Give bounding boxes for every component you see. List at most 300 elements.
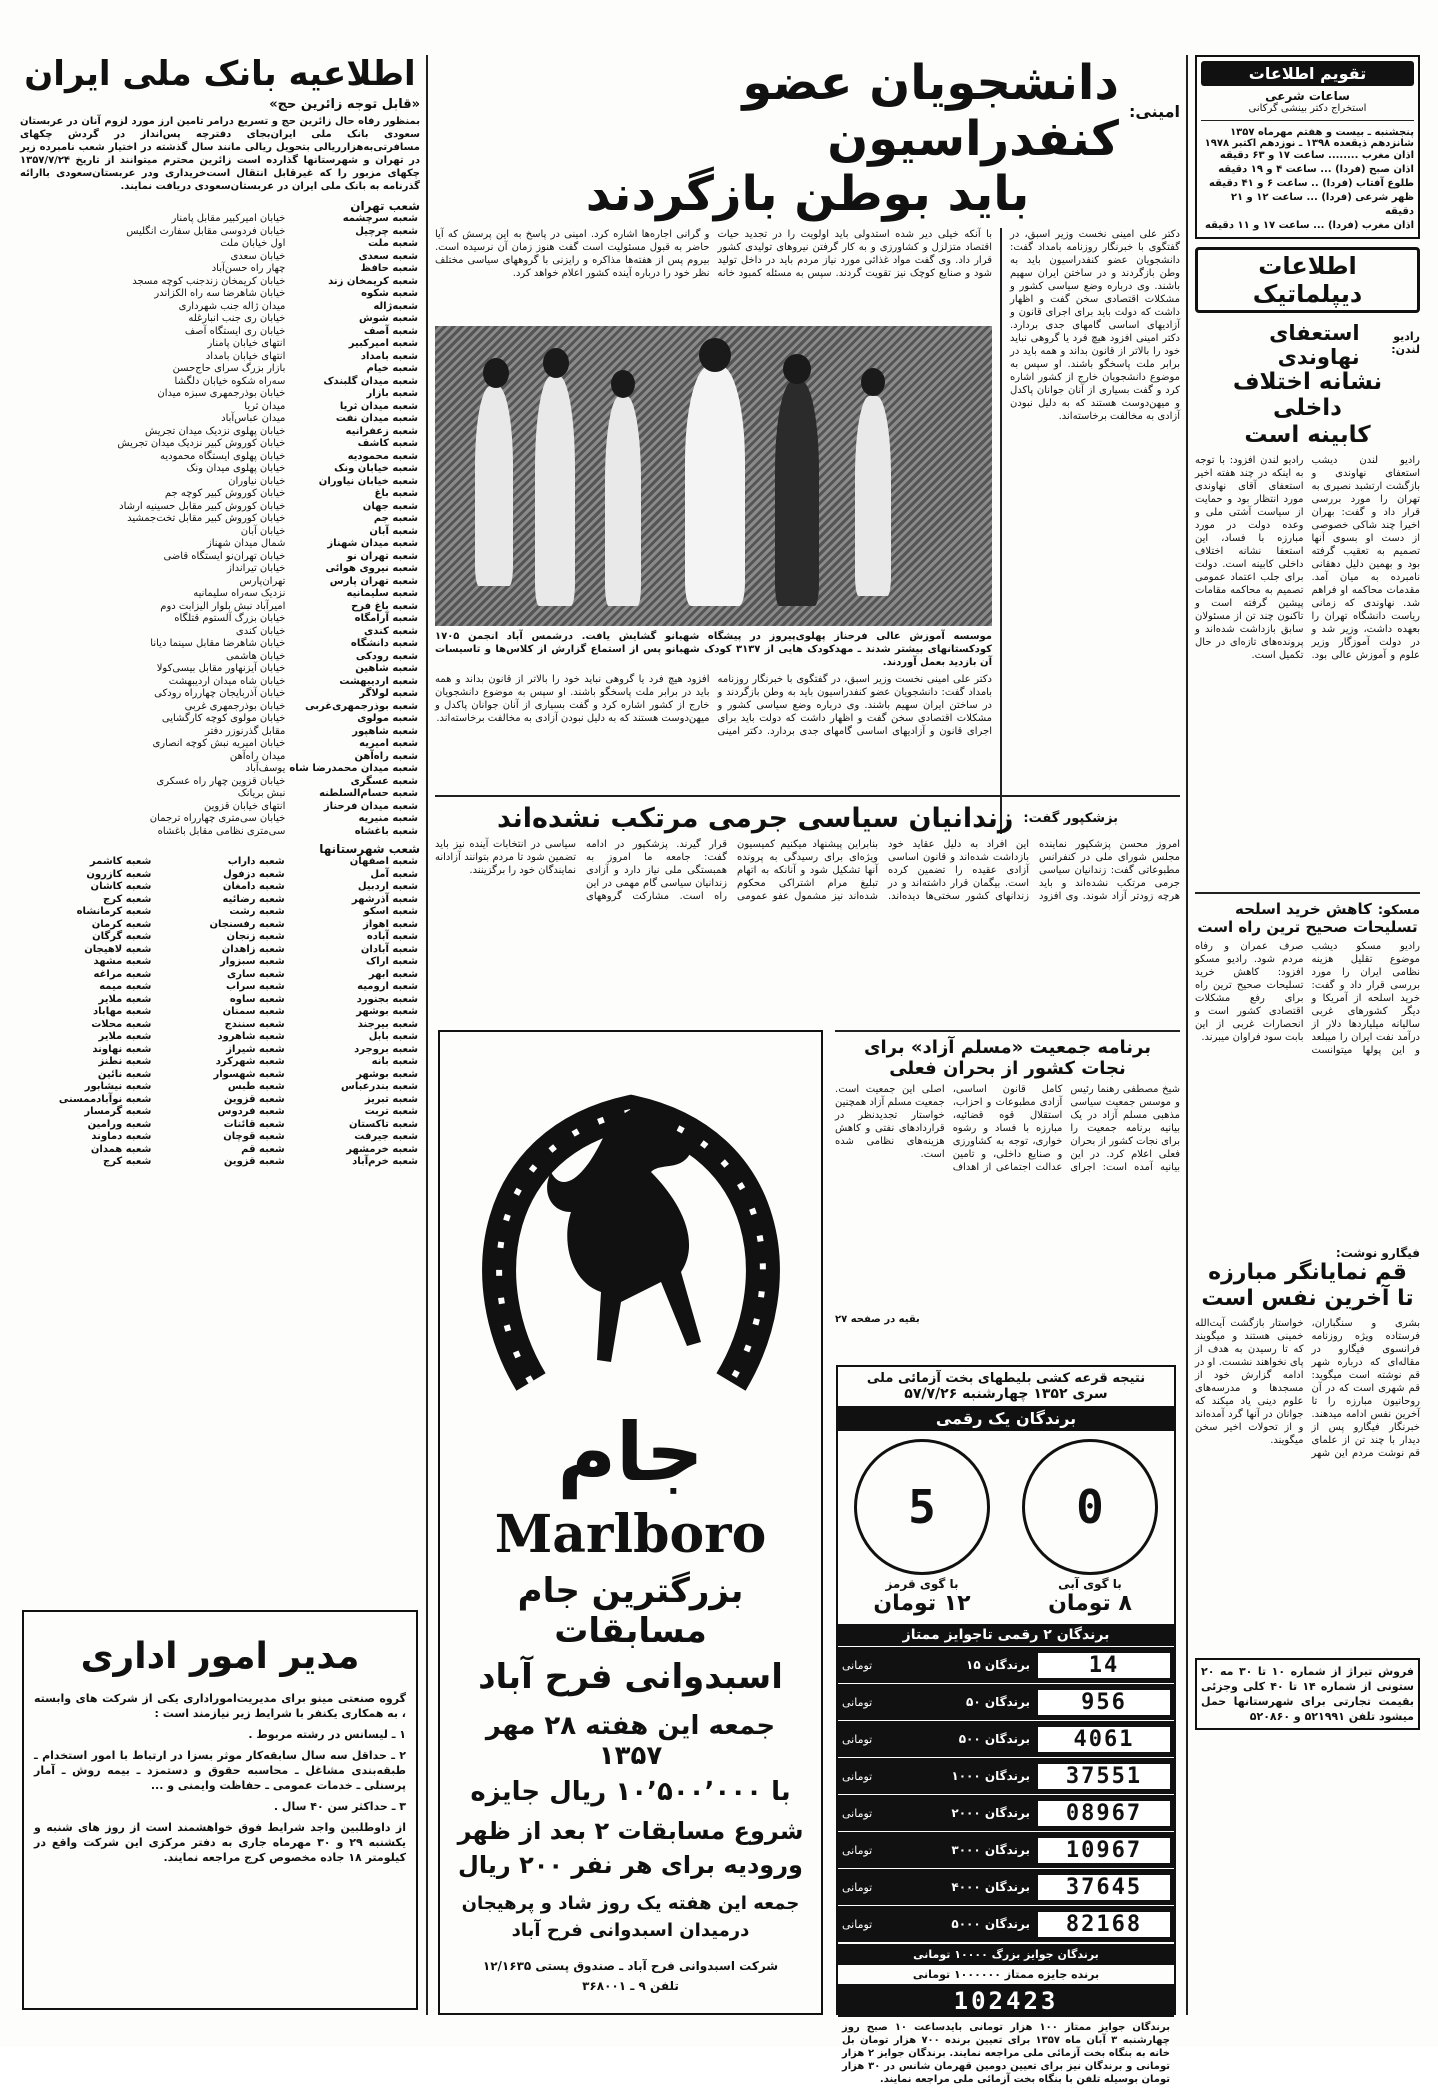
- branch-name: شعبه میدان شهناز: [327, 538, 418, 550]
- city-branch-name: شعبه کرمان: [91, 918, 152, 930]
- city-branch-name: شعبه رشت: [229, 906, 285, 918]
- prayer-time: اذان مغرب (فردا) ... ساعت ۱۷ و ۱۱ دقیقه: [1204, 220, 1414, 231]
- branch-row: [20, 826, 420, 839]
- branch-name: شعبه باغشاه: [354, 825, 418, 837]
- job-title: مدیر امور اداری: [80, 1636, 360, 1677]
- branch-row: [20, 538, 420, 551]
- red-ball-label: با گوی قرمز: [885, 1577, 959, 1591]
- lottery-number: 10967: [1038, 1838, 1170, 1863]
- tehran-header: شعب تهران: [350, 199, 420, 214]
- ad-line-4: با ۱۰٬۵۰۰٬۰۰۰ ریال جایزه: [470, 1777, 791, 1807]
- city-branch-name: شعبه رفسنجان: [209, 918, 285, 930]
- branch-address: خیابان مولوی کوچه کارگشایی: [161, 713, 286, 725]
- city-branch-name: شعبه زنجان: [226, 931, 285, 943]
- blue-ball-label: با گوی آبی: [1058, 1577, 1122, 1591]
- city-branch-row: [20, 1131, 420, 1144]
- lottery-subtitle: سری ۱۳۵۲ چهارشنبه ۵۷/۷/۲۶: [904, 1386, 1108, 1402]
- city-branch-row: [20, 931, 420, 944]
- branch-row: [20, 788, 420, 801]
- city-branch-name: شعبه مهاباد: [93, 1006, 152, 1018]
- lottery-label: برندگان ۵۰۰: [958, 1732, 1030, 1746]
- city-branch-name: شعبه تربت: [364, 1106, 418, 1118]
- branch-address: یوسف‌آباد: [245, 763, 286, 775]
- city-branch-name: شعبه دزفول: [223, 868, 285, 880]
- branch-row: [20, 813, 420, 826]
- branch-name: شعبه بازار: [366, 388, 418, 400]
- city-branch-name: شعبه ملایر: [98, 993, 152, 1005]
- ad-line-7: جمعه این هفته یک روز شاد و پرهیجان: [461, 1893, 800, 1914]
- branch-row: [20, 651, 420, 664]
- lottery-amount: تومانی: [842, 1880, 873, 1894]
- branch-address: شمال میدان شهناز: [206, 538, 286, 550]
- city-branch-row: [20, 869, 420, 882]
- branch-row: [20, 401, 420, 414]
- city-branch-row: [20, 894, 420, 907]
- branch-address: خیابان ری جنب انبارغله: [188, 313, 286, 325]
- branch-name: شعبه تهران پارس: [329, 575, 418, 587]
- lottery-box: [836, 1365, 1176, 2085]
- city-branch-name: شعبه خرمشهر: [346, 1143, 418, 1155]
- branch-address: تهران‌پارس: [239, 575, 286, 587]
- branch-row: [20, 551, 420, 564]
- branch-address: خیابان شاهرضا سه راه الکزاندر: [154, 288, 286, 300]
- branch-row: [20, 251, 420, 264]
- branch-name: شعبه چرچیل: [355, 225, 418, 237]
- lottery-number: 37551: [1038, 1764, 1170, 1789]
- lottery-row: [838, 1720, 1174, 1757]
- branch-row: [20, 338, 420, 351]
- lottery-label: برندگان ۲۰۰۰: [951, 1806, 1030, 1820]
- city-branch-name: شعبه اردبیل: [357, 881, 418, 893]
- city-branch-name: شعبه نهاوند: [92, 1043, 152, 1055]
- branch-name: شعبه حسام‌السلطنه: [319, 788, 418, 800]
- city-branch-name: شعبه نطنز: [98, 1056, 152, 1068]
- masthead-date2: شانزدهم ذیقعده ۱۳۹۸ ـ نوزدهم اکتبر ۱۹۷۸: [1204, 138, 1414, 149]
- branch-name: شعبه دانشگاه: [350, 638, 418, 650]
- city-branch-row: [20, 1156, 420, 1169]
- branch-row: [20, 738, 420, 751]
- branch-name: شعبه‌ژاله: [373, 300, 418, 312]
- city-branch-name: شعبه ساری: [227, 968, 285, 980]
- city-branch-name: شعبه داراب: [227, 856, 285, 868]
- city-branch-name: شعبه اراک: [366, 956, 418, 968]
- lottery-rows: [838, 1646, 1174, 1942]
- story-headline: تسلیحات صحیح ترین راه است: [1197, 918, 1418, 937]
- prisoners-body: امروز محسن پزشکپور نماینده مجلس شورای ملی در کنفرانس مطبوعاتی گفت: زندانیان سیاسی جرمی مرتکب نشده‌اند و باید هرچه زودتر آزاد شوند. وی افزود این افراد به دلیل عقاید خود بازداشت شده‌اند و قانون اساسی آزادی عقیده را تضمین کرده است. بیگمان قرار داشته‌اند و در زندانهای کشور سختی‌ها دیده‌اند. بنابراین پیشنهاد میکنیم کمیسیون ویژه‌ای برای رسیدگی به پرونده آنها تشکیل شود و آنانکه به اتهام تبلیغ مرام اشتراکی محکوم شده‌اند نیز مشمول عفو عمومی قرار گیرند. پزشکپور در ادامه گفت: جامعه ما امروز به همبستگی ملی نیاز دارد و آزادی زندانیان سیاسی گام مهمی در این راه است. مشارکت گروههای سیاسی در انتخابات آینده نیز باید تضمین شود تا مردم بتوانند آزادانه نمایندگان خود را برگزینند.: [435, 839, 1180, 902]
- city-branch-name: شعبه رضائیه: [222, 893, 285, 905]
- job-req-4: از داوطلبین واجد شرایط فوق خواهشمند است از روز های شنبه و یکشنبه ۲۹ و ۳۰ مهرماه جاری به دفتر مرکزی این شرکت واقع در کیلومتر ۱۸ جاده مخصوص کرج مراجعه نمایند.: [34, 1821, 407, 1865]
- branch-row: [20, 501, 420, 514]
- story-body: رادیو مسکو دیشب موضوع تقلیل هزینه نظامی ایران را مورد بررسی قرار داد و گفت: خرید اسلحه از آمریکا و دیگر کشورهای غربی سالیانه میلیاردها دلار از درآمد نفت ایران را میبلعد و این پولها میتوانست صرف عمران و رفاه مردم شود. رادیو مسکو افزود: کاهش خرید تسلیحات صحیح ترین راه برای رفع مشکلات اقتصادی کشور است و انحصارات غربی از این بابت سود فراوان میبرند.: [1195, 941, 1420, 1057]
- story-headline: کابینه است: [1244, 421, 1371, 448]
- city-branch-name: شعبه آبادان: [360, 943, 418, 955]
- branch-address: خیابان بوذرجمهری سبزه میدان: [157, 388, 286, 400]
- city-branch-name: شعبه تبریز: [364, 1093, 418, 1105]
- city-branch-name: شعبه کرج: [102, 893, 152, 905]
- ad-line-6: ورودیه برای هر نفر ۲۰۰ ریال: [458, 1851, 803, 1879]
- branch-row: [20, 351, 420, 364]
- lottery-row: [838, 1757, 1174, 1794]
- branch-address: مقابل گذرنوزر دفتر: [204, 725, 286, 737]
- lead-photo: [435, 326, 992, 626]
- bank-subtitle: «قابل توجه زائرین حج»: [269, 97, 420, 113]
- branch-name: شعبه باغ: [374, 488, 418, 500]
- lottery-label: برندگان ۴۰۰۰: [951, 1880, 1030, 1894]
- branch-row: [20, 688, 420, 701]
- branch-address: امیرآباد نبش بلوار الیزابت دوم: [160, 600, 286, 612]
- prayer-time: اذان صبح (فردا) ... ساعت ۴ و ۱۹ دقیقه: [1218, 164, 1414, 175]
- lottery-title: نتیجه قرعه کشی بلیطهای بخت آزمائی ملی: [866, 1371, 1146, 1386]
- city-branch-name: شعبه آذرشهر: [351, 893, 418, 905]
- city-branch-name: شعبه بندرعباس: [341, 1081, 418, 1093]
- branch-address: خیابان کوروش کبیر مقابل حسینیه ارشاد: [119, 500, 286, 512]
- city-branch-name: شعبه اهواز: [363, 918, 418, 930]
- branch-row: [20, 313, 420, 326]
- city-branch-name: شعبه قائنات: [223, 1118, 285, 1130]
- branch-row: [20, 526, 420, 539]
- branch-name: شعبه خیابان ونک: [334, 463, 418, 475]
- city-branch-row: [20, 969, 420, 982]
- branch-address: انتهای خیابان بامداد: [205, 350, 286, 362]
- branch-row: [20, 776, 420, 789]
- lottery-label: برندگان ۳۰۰۰: [951, 1843, 1030, 1857]
- branch-row: [20, 476, 420, 489]
- city-branch-name: شعبه شیراز: [226, 1043, 285, 1055]
- city-branch-name: شعبه کاشان: [90, 881, 152, 893]
- story-body: رادیو لندن دیشب استعفای نهاوندی و بازگشت ارتشبد نصیری به تهران را مورد بررسی قرار داد و گفت: بهران اخیرا چند شاکی خصوصی از دست او بسوی آنها تصمیم به تعقیب گرفته بود و بهمین دلیل دهقانی نامبرده به میان آمد. مقدمات محاکمه او فراهم شد. نهاوندی که زمانی ریاست دانشگاه تهران را بعهده داشت، وزیر شد و در دولت آموزگار وزیر علوم و آموزش عالی بود. رادیو لندن افزود: با توجه به اینکه در چند هفته اخیر استعفای آقای نهاوندی مورد انتظار بود و حمایت از سیاست آشتی ملی و وعده دولت در مورد مبارزه با فساد، این استعفا نشانه اختلاف داخلی کابینه است. دولت برای جلب اعتماد عمومی تصمیم به محاکمه مقامات پیشین گرفته است و تاکنون چند تن از مسئولان سابق بازداشت شده‌اند و پرونده‌های تازه‌ای در حال تکمیل است.: [1195, 455, 1420, 662]
- branch-name: شعبه اردیبهشت: [339, 675, 418, 687]
- branch-row: [20, 601, 420, 614]
- branch-row: [20, 226, 420, 239]
- branch-address: خیابان ری ایستگاه آصف: [184, 325, 286, 337]
- branch-address: خیابان کوروش کبیر نزدیک میدان تجریش: [117, 438, 286, 450]
- city-branch-name: شعبه لاهیجان: [84, 943, 152, 955]
- masthead-subtitle: ساعات شرعی: [1265, 89, 1350, 103]
- city-branch-row: [20, 881, 420, 894]
- branch-row: [20, 388, 420, 401]
- branch-address: خیابان تیرانداز: [227, 563, 286, 575]
- branch-row: [20, 563, 420, 576]
- city-branch-name: شعبه قزوین: [223, 1093, 285, 1105]
- branch-address: خیابان بوذرجمهری غربی: [184, 700, 286, 712]
- lottery-label: برندگان ۵۰: [966, 1695, 1030, 1709]
- marlboro-ad: [438, 1030, 823, 2015]
- lottery-amount: تومانی: [842, 1658, 873, 1672]
- branch-name: شعبه نیروی هوائی: [325, 563, 418, 575]
- ad-line-8: درمیدان اسبدوانی فرح آباد: [511, 1920, 750, 1941]
- branch-name: شعبه رودکی: [355, 650, 418, 662]
- city-branch-name: شعبه محلات: [91, 1018, 152, 1030]
- lead-body-continue: دکتر علی امینی نخست وزیر اسبق، در گفتگوی با خبرنگار روزنامه بامداد گفت: دانشجویان عضو کنفدراسیون باید به وطن بازگردند و در ساختن ایران سهیم باشند. وی درباره وضع سیاسی کشور و مشکلات اقتصادی سخن گفت و اظهار داشت که دولت باید برای اجرای قانون و آزادیهای اساسی گامهای جدی بردارد. دکتر امینی افزود هیچ فرد یا گروهی نباید خود را بالاتر از قانون بداند و همه باید در برابر ملت پاسخگو باشند. او سپس به موضوع دانشجویان خارج از کشور اشاره کرد و گفت بسیاری از آنان جوانان پاکدل و میهن‌دوست هستند که به دلیل نبودن آزادی به مخالفت برخاسته‌اند.: [435, 674, 992, 738]
- right-column: [1195, 55, 1420, 2030]
- horseshoe-horse-illustration: [450, 1042, 811, 1402]
- city-branch-name: شعبه سراب: [226, 981, 285, 993]
- branch-name: شعبه امیرکبیر: [348, 338, 418, 350]
- ad-line-1: بزرگترین جام مسابقات: [517, 1571, 744, 1651]
- sales-notice: فروش تیراژ از شماره ۱۰ تا ۳۰ مه ۲۰ ستونی از شماره ۱۴ تا ۴۰ کلی وجزئی بقیمت تجارتی برای شهرستانها حمل میشود تلفن ۵۲۱۹۹۱ و ۵۲۰۸۶۰: [1195, 1658, 1420, 1730]
- city-branch-row: [20, 981, 420, 994]
- city-branch-name: شعبه میمه: [99, 981, 152, 993]
- lead-headline-2: باید بوطن بازگردند: [585, 166, 1030, 222]
- city-branch-row: [20, 919, 420, 932]
- branch-name: شعبه لولاگر: [359, 688, 418, 700]
- branch-name: شعبه امیریه: [359, 738, 418, 750]
- branch-address: سه‌راه شکوه خیابان دلگشا: [174, 375, 286, 387]
- red-ball-digit: 5: [854, 1439, 990, 1575]
- story-headline: کاهش خرید اسلحه: [1235, 900, 1372, 919]
- branch-name: شعبه میدان محمدرضا شاه: [289, 763, 418, 775]
- story-headline: قم نمایانگر مبارزه: [1208, 1260, 1407, 1286]
- city-branch-name: شعبه سنندج: [224, 1018, 285, 1030]
- city-branch-row: [20, 1106, 420, 1119]
- branch-address: خیابان بزرگ آلستوم قتلگاه: [174, 613, 286, 625]
- city-branch-name: شعبه آمل: [370, 868, 418, 880]
- branch-name: شعبه جم: [373, 513, 418, 525]
- city-branch-name: شعبه بوشهر: [356, 1006, 418, 1018]
- city-branch-name: شعبه ارومیه: [357, 981, 418, 993]
- branch-address: خیابان شاه میدان اردیبهشت: [168, 675, 286, 687]
- branch-address: میدان راه‌آهن: [229, 750, 286, 762]
- branch-name: شعبه شوش: [358, 313, 418, 325]
- city-branch-name: شعبه آباده: [366, 931, 418, 943]
- branch-row: [20, 451, 420, 464]
- city-branch-row: [20, 856, 420, 869]
- city-branch-row: [20, 1031, 420, 1044]
- bank-notice: [20, 55, 420, 1610]
- branch-address: خیابان قزوین چهار راه عسکری: [156, 775, 286, 787]
- city-branch-name: شعبه قم: [241, 1143, 285, 1155]
- branch-row: [20, 263, 420, 276]
- branch-name: شعبه خیابان نیاوران: [318, 475, 418, 487]
- branch-row: [20, 663, 420, 676]
- muslim-continued: بقیه در صفحه ۲۷: [835, 1314, 920, 1326]
- branch-name: شعبه کندی: [364, 625, 418, 637]
- blue-ball-value: ۸ تومان: [1048, 1591, 1132, 1616]
- branch-row: [20, 763, 420, 776]
- lottery-amount: تومانی: [842, 1732, 873, 1746]
- city-branch-name: شعبه نوآباد‌ممسنی: [58, 1093, 152, 1105]
- muslim-front-story: [835, 1030, 1180, 1360]
- lottery-row: [838, 1868, 1174, 1905]
- horse-icon: [451, 1042, 811, 1402]
- branch-name: شعبه آرامگاه: [354, 613, 418, 625]
- prayer-times: [1201, 149, 1414, 233]
- city-branch-name: شعبه شهسوار: [213, 1068, 285, 1080]
- branch-row: [20, 426, 420, 439]
- lottery-row: [838, 1646, 1174, 1683]
- lottery-label: برندگان ۵۰۰۰: [951, 1917, 1030, 1931]
- story-body: بشری و سنگباران، فرستاده ویژه روزنامه فرانسوی فیگارو در مقاله‌ای که درباره شهر قم نوشته است میگوید: قم شهری است که در آن روحانیون مبارزه را تا آخرین نفس ادامه میدهند. خبرنگار فیگارو پس از دیدار با چند تن از علمای قم نوشت مردم این شهر خواستار بازگشت آیت‌الله خمینی هستند و میگویند که تا رسیدن به هدف از پای نخواهند نشست. او در ادامه گزارش خود از مسجدها و مدرسه‌های علوم دینی یاد میکند که جوانان در آنها گرد آمده‌اند و از تحولات اخیر سخن میگویند.: [1195, 1317, 1420, 1459]
- city-branch-name: شعبه سبزوار: [220, 956, 285, 968]
- city-branch-name: شعبه خرم‌آباد: [352, 1156, 418, 1168]
- branch-row: [20, 363, 420, 376]
- masthead-subtitle2: استخراج دکتر بینشی گرکانی: [1248, 103, 1367, 114]
- lead-body-left: با آنکه خیلی دیر شده استدولی باید اولویت را در تجدید حیات اقتصاد متزلزل و کشاورزی و به کار گرفتن نیروهای تولیدی کشور قرار داد. وی گفت مواد غذائی مورد نیاز مردم باید در داخل تولید شود و صنایع کوچک نیز تقویت گردند. سپس به مسئله کمبود خانه و گرانی اجاره‌ها اشاره کرد. امینی در پاسخ به این پرسش که آیا حاضر به قبول مسئولیت است گفت هنوز زمان آن نرسیده است. بیروم پس از هفته‌ها مذاکره و رایزنی با گروههای سیاسی مختلف نظر خود را درباره آینده کشور اعلام خواهد کرد.: [435, 229, 992, 280]
- story-kicker: رادیو لندن:: [1391, 330, 1420, 356]
- city-branches-table: [20, 856, 420, 1169]
- story-moscow: [1195, 900, 1420, 1240]
- lottery-number: 4061: [1038, 1727, 1170, 1752]
- branch-row: [20, 513, 420, 526]
- branch-name: شعبه محمودیه: [347, 450, 418, 462]
- ad-line-5: شروع مسابقات ۲ بعد از ظهر: [457, 1817, 804, 1845]
- masthead-date: پنجشنبه ـ بیست و هفتم مهرماه ۱۳۵۷: [1230, 127, 1414, 138]
- branch-row: [20, 288, 420, 301]
- branch-row: [20, 301, 420, 314]
- lead-photo-caption: موسسه آموزش عالی فرحناز پهلوی‌پیروز در پیشگاه شهبانو گشایش یافت. درشمس آباد انجمن ۱۷۰۵ کودکستانهای بیشتر شدند ـ مهدکودک هایی از ۳۱۳۷ کودک شهبانو پس از استماع گزارش از کلاس‌ها و تاسیسات آن بازدید بعمل آوردند.: [435, 631, 993, 669]
- tehran-branches-table: [20, 213, 420, 838]
- branch-row: [20, 438, 420, 451]
- branch-address: خیابان کندی: [235, 625, 286, 637]
- story-headline: استعفای نهاوندی: [1269, 321, 1360, 369]
- city-branch-name: شعبه نیشابور: [84, 1081, 152, 1093]
- city-branch-name: شعبه کازرون: [86, 868, 152, 880]
- lottery-number: 956: [1038, 1690, 1170, 1715]
- prayer-time: طلوع آفتاب (فردا) .. ساعت ۶ و ۴۱ دقیقه: [1209, 178, 1414, 189]
- city-branch-name: شعبه مشهد: [93, 956, 152, 968]
- branch-row: [20, 213, 420, 226]
- city-branch-row: [20, 1056, 420, 1069]
- city-branch-name: شعبه ابهر: [368, 968, 418, 980]
- branch-address: بازار بزرگ سرای حاج‌حسن: [172, 363, 286, 375]
- branch-name: شعبه تهران نو: [346, 550, 418, 562]
- branch-address: چهار راه حسن‌آباد: [211, 263, 286, 275]
- branch-address: میدان عباس‌آباد: [221, 413, 286, 425]
- branch-row: [20, 626, 420, 639]
- red-ball-value: ۱۲ تومان: [873, 1591, 971, 1616]
- branch-address: خیابان نیاوران: [228, 475, 286, 487]
- branch-address: خیابان کوروش کبیر کوچه جم: [164, 488, 286, 500]
- branch-row: [20, 713, 420, 726]
- branch-address: خیابان هاشمی: [225, 650, 286, 662]
- branch-name: شعبه باغ فرح: [351, 600, 418, 612]
- ad-cup: جام: [557, 1406, 704, 1499]
- branch-address: خیابان امیرکبیر مقابل پامنار: [171, 213, 286, 225]
- grand-number: 102423: [838, 1985, 1174, 2017]
- lottery-row: [838, 1794, 1174, 1831]
- cities-header: شعب شهرستانها: [319, 842, 420, 857]
- city-branch-name: شعبه قوچان: [223, 1131, 285, 1143]
- branch-address: سی‌متری نظامی مقابل باغشاه: [157, 825, 286, 837]
- city-branch-name: شعبه فردوس: [217, 1106, 285, 1118]
- city-branch-row: [20, 1044, 420, 1057]
- branch-address: خیابان سی‌متری چهارراه ترجمان: [149, 813, 286, 825]
- city-branch-name: شعبه جیرفت: [354, 1131, 418, 1143]
- one-digit-header: برندگان یک رقمی: [838, 1406, 1174, 1431]
- branch-name: شعبه سعدی: [358, 250, 418, 262]
- story-kicker: مسکو:: [1377, 903, 1420, 919]
- ad-line-3: جمعه این هفته ۲۸ مهر ۱۳۵۷: [485, 1711, 776, 1771]
- branch-row: [20, 276, 420, 289]
- city-branch-row: [20, 1006, 420, 1019]
- branch-row: [20, 588, 420, 601]
- lead-story: [435, 55, 1180, 795]
- branch-name: شعبه میدان فرحناز: [323, 800, 418, 812]
- lottery-row: [838, 1831, 1174, 1868]
- city-branch-name: شعبه اصفهان: [349, 856, 418, 868]
- branch-address: نزدیک سه‌راه سلیمانیه: [193, 588, 286, 600]
- prisoners-kicker: بزشکپور گفت:: [1023, 811, 1119, 826]
- branch-name: شعبه سلیمانیه: [346, 588, 418, 600]
- city-branch-name: شعبه دماوند: [91, 1131, 152, 1143]
- grand-prize: برنده جایزه ممتاز ۱۰۰۰۰۰۰ تومانی: [838, 1965, 1174, 1985]
- city-branch-row: [20, 1144, 420, 1157]
- city-branch-name: شعبه گرگان: [92, 931, 152, 943]
- city-branch-name: شعبه بانه: [371, 1056, 418, 1068]
- story-headline: نشانه اختلاف داخلی: [1232, 369, 1383, 422]
- branch-address: میدان ژاله جنب شهرداری: [178, 300, 286, 312]
- branch-name: شعبه میدان نفت: [335, 413, 418, 425]
- city-branch-row: [20, 1069, 420, 1082]
- job-body: گروه صنعتی مینو برای مدیریت‌امور‌اداری یکی از شرکت های وابسته ، به همکاری یکنفر با شرایط زیر نیازمند است :: [34, 1692, 406, 1721]
- city-branch-name: شعبه سمنان: [222, 1006, 285, 1018]
- lottery-notes: برندگان جوایز ممتاز ۱۰۰ هزار تومانی بایدساعت ۱۰ صبح روز چهارشنبه ۳ آبان ماه ۱۳۵۷ برای تعیین برنده ۷۰۰ هزار تومان بل خانه به بنگاه بخت آزمائی ملی مراجعه نمایند. برندگان جوایز ۲ هزار تومانی و برندگان نیز برای تعیین دومین قهرمان شانس در ۳۰ هزار تومان بوسیله تلفن با بنگاه بخت آزمائی ملی مراجعه نمایند.: [842, 2022, 1170, 2085]
- branch-address: انتهای خیابان پامنار: [207, 338, 286, 350]
- lottery-row: [838, 1905, 1174, 1942]
- masthead-logo: تقویم اطلاعات: [1201, 61, 1414, 86]
- city-branch-name: شعبه قزوین: [223, 1156, 285, 1168]
- story-kicker: فیگارو نوشت:: [1335, 1246, 1420, 1261]
- branch-address: خیابان امیریه نبش کوچه انصاری: [152, 738, 286, 750]
- branch-row: [20, 726, 420, 739]
- branch-name: شعبه مولوی: [357, 713, 418, 725]
- city-branch-name: شعبه ورامین: [87, 1118, 152, 1130]
- lottery-label: برندگان ۱۰۰۰: [951, 1769, 1030, 1783]
- city-branch-name: شعبه ساوه: [229, 993, 285, 1005]
- masthead-box: [1195, 55, 1420, 239]
- lottery-amount: تومانی: [842, 1917, 873, 1931]
- branch-name: شعبه راه‌آهن: [354, 750, 418, 762]
- city-branch-name: شعبه کرمانشاه: [76, 906, 152, 918]
- city-branch-name: شعبه اسکو: [363, 906, 418, 918]
- branch-address: خیابان کوروش کبیر مقابل تخت‌جمشید: [127, 513, 286, 525]
- branch-address: خیابان آیزنهاور مقابل بیسی‌کولا: [156, 663, 286, 675]
- branch-address: خیابان پهلوی ایستگاه محمودیه: [160, 450, 286, 462]
- lottery-amount: تومانی: [842, 1843, 873, 1857]
- branch-address: نبش بریانک: [237, 788, 286, 800]
- prayer-time: اذان مغرب ........ ساعت ۱۷ و ۶۳ دقیقه: [1219, 150, 1414, 161]
- blue-ball-digit: 0: [1022, 1439, 1158, 1575]
- city-branch-name: شعبه طبس: [227, 1081, 285, 1093]
- job-req-1: ۱ ـ لیسانس در رشته مربوط .: [248, 1728, 406, 1742]
- big-prize: برندگان جوایز بزرگ ۱۰۰۰۰ تومانی: [838, 1944, 1174, 1965]
- branch-row: [20, 238, 420, 251]
- branch-name: شعبه بوذرجمهری‌غربی: [305, 700, 418, 712]
- lottery-row: [838, 1683, 1174, 1720]
- muslim-body: شیخ مصطفی رهنما رئیس و موسس جمعیت سیاسی مذهبی مسلم آزاد در یک بیانیه برنامه جمعیت را برای نجات کشور از بحران فعلی اعلام کرد. در این بیانیه آمده است: اجرای کامل قانون اساسی، آزادی مطبوعات و احزاب، استقلال قوه قضائیه، مبارزه با فساد و رشوه خواری، توجه به کشاورزی و صنایع داخلی، و تامین عدالت اجتماعی از اهداف اصلی این جمعیت است. جمعیت مسلم آزاد همچنین خواستار تجدیدنظر در قراردادهای نفتی و کاهش هزینه‌های نظامی شده است.: [835, 1084, 1180, 1174]
- city-branch-name: شعبه کاشمر: [89, 856, 152, 868]
- branch-row: [20, 463, 420, 476]
- city-branch-row: [20, 1094, 420, 1107]
- city-branch-name: شعبه دامغان: [222, 881, 285, 893]
- city-branch-row: [20, 994, 420, 1007]
- branch-name: شعبه خیام: [366, 363, 418, 375]
- branch-name: شعبه سرچشمه: [342, 213, 418, 225]
- city-branch-name: شعبه کرج: [102, 1156, 152, 1168]
- branch-name: شعبه آبان: [369, 525, 418, 537]
- lead-kicker: امینی:: [1128, 101, 1180, 121]
- branch-name: شعبه کریمخان زند: [328, 275, 418, 287]
- city-branch-name: شعبه بابل: [368, 1031, 418, 1043]
- branch-name: شعبه زعفرانیه: [345, 425, 418, 437]
- branch-row: [20, 413, 420, 426]
- bank-body: بمنظور رفاه حال زائرین حج و تسریع درامر تامین ارز مورد لزوم آنان در عربستان سعودی بانک ملی ایران‌بجای دفترچه پس‌انداز در گردش چکهای مسافرتی‌به‌هزارریالی بتحویل ریالی مانند سال گذشته در اختیار شعب نامبرده زیر در تهران و شهرستانها گذارده است زائرین محترم میتوانند از تاریخ ۱۳۵۷/۷/۲۴ چکهای مزبور را که غیرقابل انتقال است‌خریداری ودر عربستان‌سعودی با‌ارائه گذرنامه به بانک ملی ایران در عربستان‌سعودی دریافت نمایند.: [20, 116, 420, 193]
- ad-phone: تلفن ۹ ـ ۳۶۸۰۰۱: [582, 1979, 679, 1993]
- lead-body-right: دکتر علی امینی نخست وزیر اسبق، در گفتگوی با خبرنگار روزنامه بامداد گفت: دانشجویان عضو کنفدراسیون باید به وطن بازگردند و در ساختن ایران سهیم باشند. وی درباره وضع سیاسی کشور و مشکلات اقتصادی سخن گفت و اظهار داشت که دولت باید برای اجرای قانون و آزادیهای اساسی گامهای جدی بردارد. دکتر امینی افزود هیچ فرد یا گروهی نباید خود را بالاتر از قانون بداند و همه باید در برابر ملت پاسخگو باشند. او سپس به موضوع دانشجویان خارج از کشور اشاره کرد و گفت بسیاری از آنان جوانان پاکدل و میهن‌دوست هستند که به دلیل نبودن آزادی به مخالفت برخاسته‌اند.: [1010, 229, 1180, 423]
- prayer-time: ظهر شرعی (فردا) ... ساعت ۱۲ و ۲۱ دقیقه: [1230, 192, 1414, 217]
- lottery-amount: تومانی: [842, 1806, 873, 1820]
- branch-row: [20, 801, 420, 814]
